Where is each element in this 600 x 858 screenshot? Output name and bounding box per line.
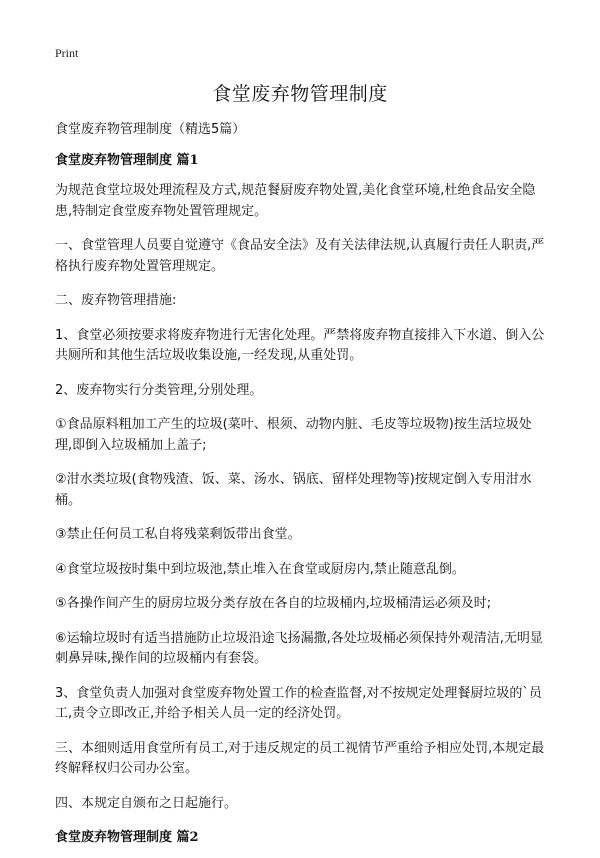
- paragraph: 3、食堂负责人加强对食堂废弃物处置工作的检查监督,对不按规定处理餐厨垃圾的`员工,责令立即改正,并给予相关人员一定的经济处罚。: [55, 685, 542, 721]
- section-heading-1: 食堂废弃物管理制度 篇1: [55, 153, 199, 168]
- paragraph: 四、本规定自颁布之日起施行。: [55, 795, 238, 811]
- paragraph: 一、食堂管理人员要自觉遵守《食品安全法》及有关法律法规,认真履行责任人职责,严格执行废弃物处置管理规定。: [55, 238, 545, 274]
- paragraph: 二、废弃物管理措施:: [55, 293, 177, 308]
- paragraph: 2、废弃物实行分类管理,分别处理。: [55, 382, 263, 398]
- paragraph: ②泔水类垃圾(食物残渣、饭、菜、汤水、锅底、留样处理物等)按规定倒入专用泔水桶。: [55, 472, 532, 508]
- paragraph: ⑤各操作间产生的厨房垃圾分类存放在各自的垃圾桶内,垃圾桶清运必须及时;: [55, 596, 492, 611]
- paragraph: 三、本细则适用食堂所有员工,对于违反规定的员工视情节严重给予相应处罚,本规定最终解释权归公司办公室。: [55, 740, 545, 776]
- paragraph: 1、食堂必须按要求将废弃物进行无害化处理。严禁将废弃物直接排入下水道、倒入公共厕所和其他生活垃圾收集设施,一经发现,从重处罚。: [55, 327, 545, 363]
- paragraph: ④食堂垃圾按时集中到垃圾池,禁止堆入在食堂或厨房内,禁止随意乱倒。: [55, 561, 465, 577]
- paragraph: ③禁止任何员工私自将残菜剩饭带出食堂。: [55, 527, 301, 542]
- document-body: [55, 120, 547, 858]
- section-heading-2: 食堂废弃物管理制度 篇2: [55, 830, 199, 845]
- print-link[interactable]: Print: [55, 46, 79, 60]
- paragraph: ⑥运输垃圾时有适当措施防止垃圾沿途飞扬漏撒,各处垃圾桶必须保持外观清洁,无明显刺鼻异味,操作间的垃圾桶内有套袋。: [55, 630, 543, 666]
- paragraph: 为规范食堂垃圾处理流程及方式,规范餐厨废弃物处置,美化食堂环境,杜绝食品安全隐患,特制定食堂废弃物处置管理规定。: [55, 183, 536, 219]
- paragraph: ①食品原料粗加工产生的垃圾(菜叶、根须、动物内脏、毛皮等垃圾物)按生活垃圾处理,即倒入垃圾桶加上盖子;: [55, 417, 532, 453]
- page-title: 食堂废弃物管理制度: [212, 83, 388, 105]
- document-subtitle: 食堂废弃物管理制度（精选5篇）: [55, 122, 246, 137]
